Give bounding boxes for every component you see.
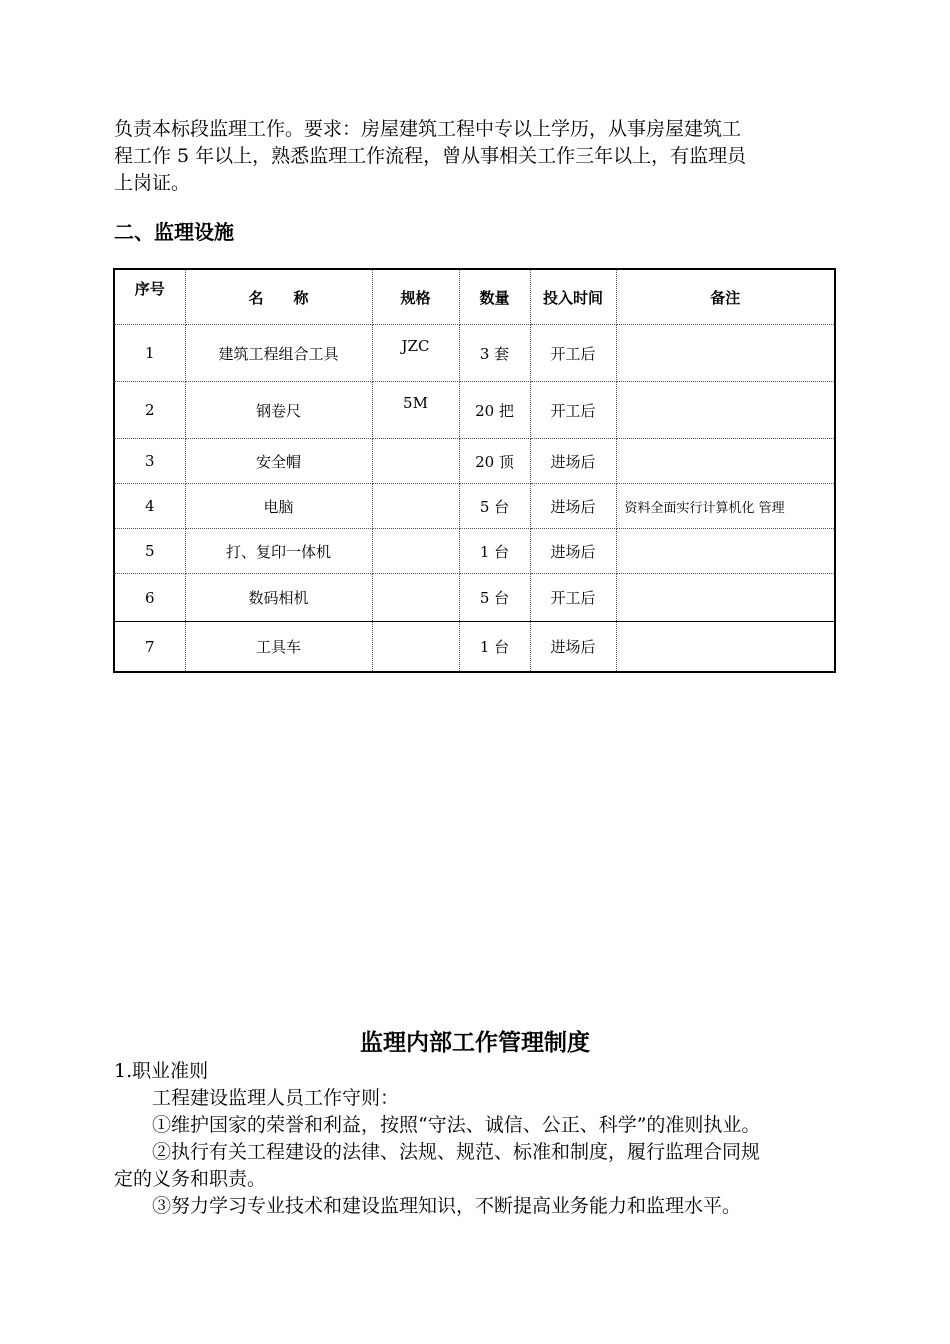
cell-time: 开工后 (530, 325, 616, 382)
cell-note (616, 439, 835, 484)
body-paragraph: ②执行有关工程建设的法律、法规、规范、标准和制度，履行监理合同规 (152, 1141, 761, 1163)
cell-name: 打、复印一体机 (185, 529, 372, 574)
header-no: 序号 (114, 269, 185, 325)
cell-spec (372, 529, 459, 574)
cell-name: 电脑 (185, 484, 372, 529)
intro-line: 上岗证。 (114, 172, 191, 194)
cell-note (616, 529, 835, 574)
cell-qty: 1 台 (459, 529, 530, 574)
cell-spec: JZC (372, 325, 459, 382)
cell-spec (372, 484, 459, 529)
equipment-table (113, 268, 836, 673)
cell-spec (372, 574, 459, 622)
cell-time: 进场后 (530, 439, 616, 484)
cell-name: 工具车 (185, 622, 372, 673)
cell-note: 资料全面实行计算机化 管理 (616, 484, 835, 529)
cell-note (616, 622, 835, 673)
body-paragraph: ③努力学习专业技术和建设监理知识，不断提高业务能力和监理水平。 (152, 1195, 742, 1217)
header-spec: 规格 (372, 269, 459, 325)
cell-qty: 3 套 (459, 325, 530, 382)
cell-qty: 1 台 (459, 622, 530, 673)
table-row (114, 439, 835, 484)
cell-qty: 5 台 (459, 484, 530, 529)
cell-name: 数码相机 (185, 574, 372, 622)
cell-no: 3 (114, 439, 185, 484)
cell-time: 开工后 (530, 574, 616, 622)
table-row (114, 574, 835, 622)
table-row (114, 622, 835, 673)
intro-paragraph (114, 116, 844, 197)
cell-note (616, 574, 835, 622)
table-row (114, 484, 835, 529)
cell-spec: 5M (372, 382, 459, 439)
cell-no: 2 (114, 382, 185, 439)
table-header-row (114, 269, 835, 325)
intro-line: 程工作 5 年以上，熟悉监理工作流程，曾从事相关工作三年以上，有监理员 (114, 145, 747, 167)
cell-qty: 20 把 (459, 382, 530, 439)
cell-name: 建筑工程组合工具 (185, 325, 372, 382)
header-name: 名 称 (185, 269, 372, 325)
cell-spec (372, 622, 459, 673)
cell-note (616, 325, 835, 382)
cell-no: 6 (114, 574, 185, 622)
cell-spec (372, 439, 459, 484)
body-paragraph-continuation: 定的义务和职责。 (114, 1168, 267, 1190)
table-row (114, 325, 835, 382)
header-qty: 数量 (459, 269, 530, 325)
header-time: 投入时间 (530, 269, 616, 325)
cell-time: 开工后 (530, 382, 616, 439)
subsection-heading: 1.职业准则 (114, 1060, 209, 1082)
cell-time: 进场后 (530, 622, 616, 673)
body-paragraph: ①维护国家的荣誉和利益，按照“守法、诚信、公正、科学”的准则执业。 (152, 1114, 761, 1136)
cell-time: 进场后 (530, 484, 616, 529)
cell-name: 钢卷尺 (185, 382, 372, 439)
table-row (114, 382, 835, 439)
cell-qty: 20 顶 (459, 439, 530, 484)
cell-name: 安全帽 (185, 439, 372, 484)
cell-no: 4 (114, 484, 185, 529)
table-row (114, 529, 835, 574)
cell-no: 1 (114, 325, 185, 382)
section-heading: 二、监理设施 (114, 220, 234, 244)
document-title: 监理内部工作管理制度 (360, 1030, 590, 1056)
cell-no: 5 (114, 529, 185, 574)
cell-time: 进场后 (530, 529, 616, 574)
intro-line: 负责本标段监理工作。要求：房屋建筑工程中专以上学历，从事房屋建筑工 (114, 118, 742, 140)
cell-no: 7 (114, 622, 185, 673)
header-note: 备注 (616, 269, 835, 325)
cell-note (616, 382, 835, 439)
body-paragraph: 工程建设监理人员工作守则： (152, 1087, 400, 1109)
regulations-body (114, 1058, 844, 1220)
cell-qty: 5 台 (459, 574, 530, 622)
